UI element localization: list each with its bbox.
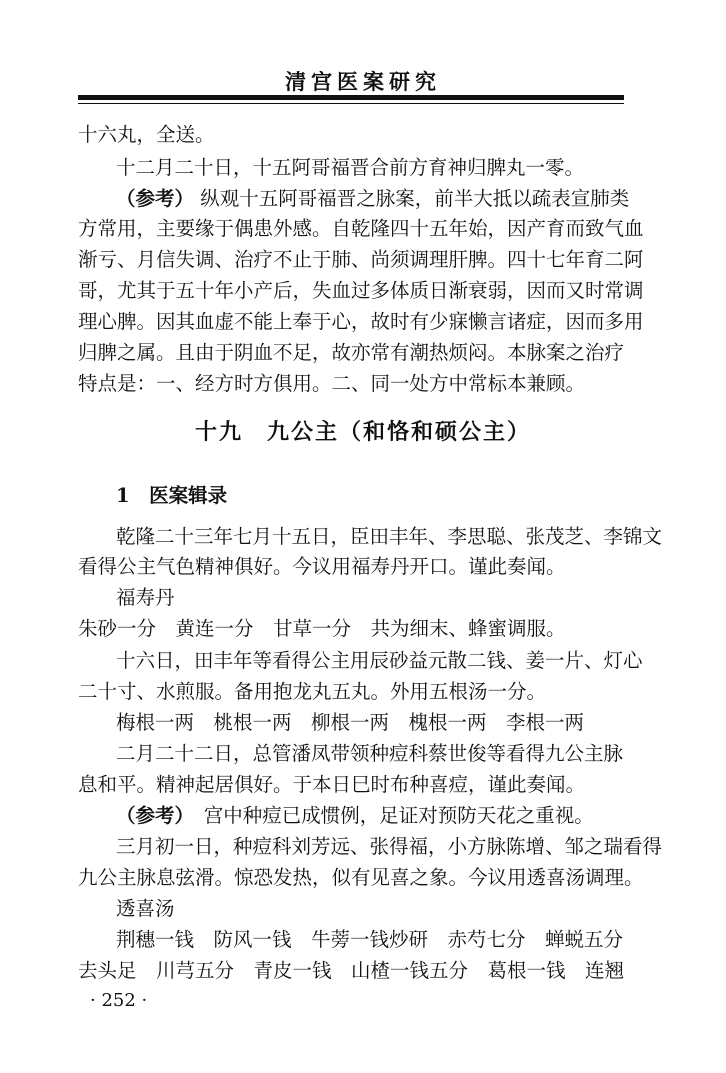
text-line-content: 纵观十五阿哥福晋之脉案，前半大抵以疏表宣肺类 (200, 187, 630, 210)
text-line: 二月二十二日，总管潘凤带领种痘科蔡世俊等看得九公主脉 (116, 742, 624, 765)
text-line: 哥，尤其于五十年小产后，失血过多体质日渐衰弱，因而又时常调 (78, 279, 644, 302)
text-line: 归脾之属。且由于阴血不足，故亦常有潮热烦闷。本脉案之治疗 (78, 341, 625, 364)
text-line: 方常用，主要缘于偶患外感。自乾隆四十五年始，因产育而致气血 (78, 217, 644, 240)
text-line: 乾隆二十三年七月十五日，臣田丰年、李思聪、张茂芝、李锦文 (116, 525, 663, 548)
text-line: 三月初一日，种痘科刘芳远、张得福，小方脉陈增、邹之瑞看得 (116, 835, 663, 858)
prescription-name: 福寿丹 (116, 586, 175, 609)
reference-label: （参考） (116, 187, 195, 210)
header-rule-thick (78, 95, 624, 100)
reference-label: （参考） (116, 804, 185, 827)
text-line: 理心脾。因其血虚不能上奉于心，故时有少寐懒言诸症，因而多用 (78, 310, 644, 333)
text-line: 特点是：一、经方时方俱用。二、同一处方中常标本兼顾。 (78, 372, 586, 395)
text-line: 荆穗一钱 防风一钱 牛蒡一钱炒研 赤芍七分 蝉蜕五分 (116, 928, 624, 951)
page-number: · 252 · (90, 990, 148, 1011)
text-line (116, 803, 594, 829)
text-line-content: 宫中种痘已成惯例，足证对预防天花之重视。 (203, 804, 594, 827)
text-line: 十二月二十日，十五阿哥福晋合前方育神归脾丸一零。 (116, 156, 585, 179)
text-line: 二十寸、水煎服。备用抱龙丸五丸。外用五根汤一分。 (78, 680, 547, 703)
subsection-title: 1 医案辑录 (116, 484, 228, 507)
text-line: 梅根一两 桃根一两 柳根一两 槐根一两 李根一两 (116, 711, 585, 734)
section-title: 十九 九公主（和恪和硕公主） (194, 419, 531, 445)
text-line: 息和平。精神起居俱好。于本日巳时布种喜痘，谨此奏闻。 (78, 773, 586, 796)
text-line: 十六丸，全送。 (78, 123, 215, 146)
text-line: 朱砂一分 黄连一分 甘草一分 共为细末、蜂蜜调服。 (78, 617, 566, 640)
text-line: 去头足 川芎五分 青皮一钱 山楂一钱五分 葛根一钱 连翘 (78, 959, 625, 982)
running-head: 清宫医案研究 (285, 69, 441, 94)
text-line: 看得公主气色精神俱好。今议用福寿丹开口。谨此奏闻。 (78, 555, 566, 578)
text-line: 九公主脉息弦滑。惊恐发热，似有见喜之象。今议用透喜汤调理。 (78, 866, 644, 889)
text-line (116, 186, 629, 212)
prescription-name: 透喜汤 (116, 897, 175, 920)
header-rule-thin (78, 103, 624, 104)
text-line: 渐亏、月信失调、治疗不止于肺、尚须调理肝脾。四十七年育二阿 (78, 248, 644, 271)
text-line: 十六日，田丰年等看得公主用辰砂益元散二钱、姜一片、灯心 (116, 649, 643, 672)
